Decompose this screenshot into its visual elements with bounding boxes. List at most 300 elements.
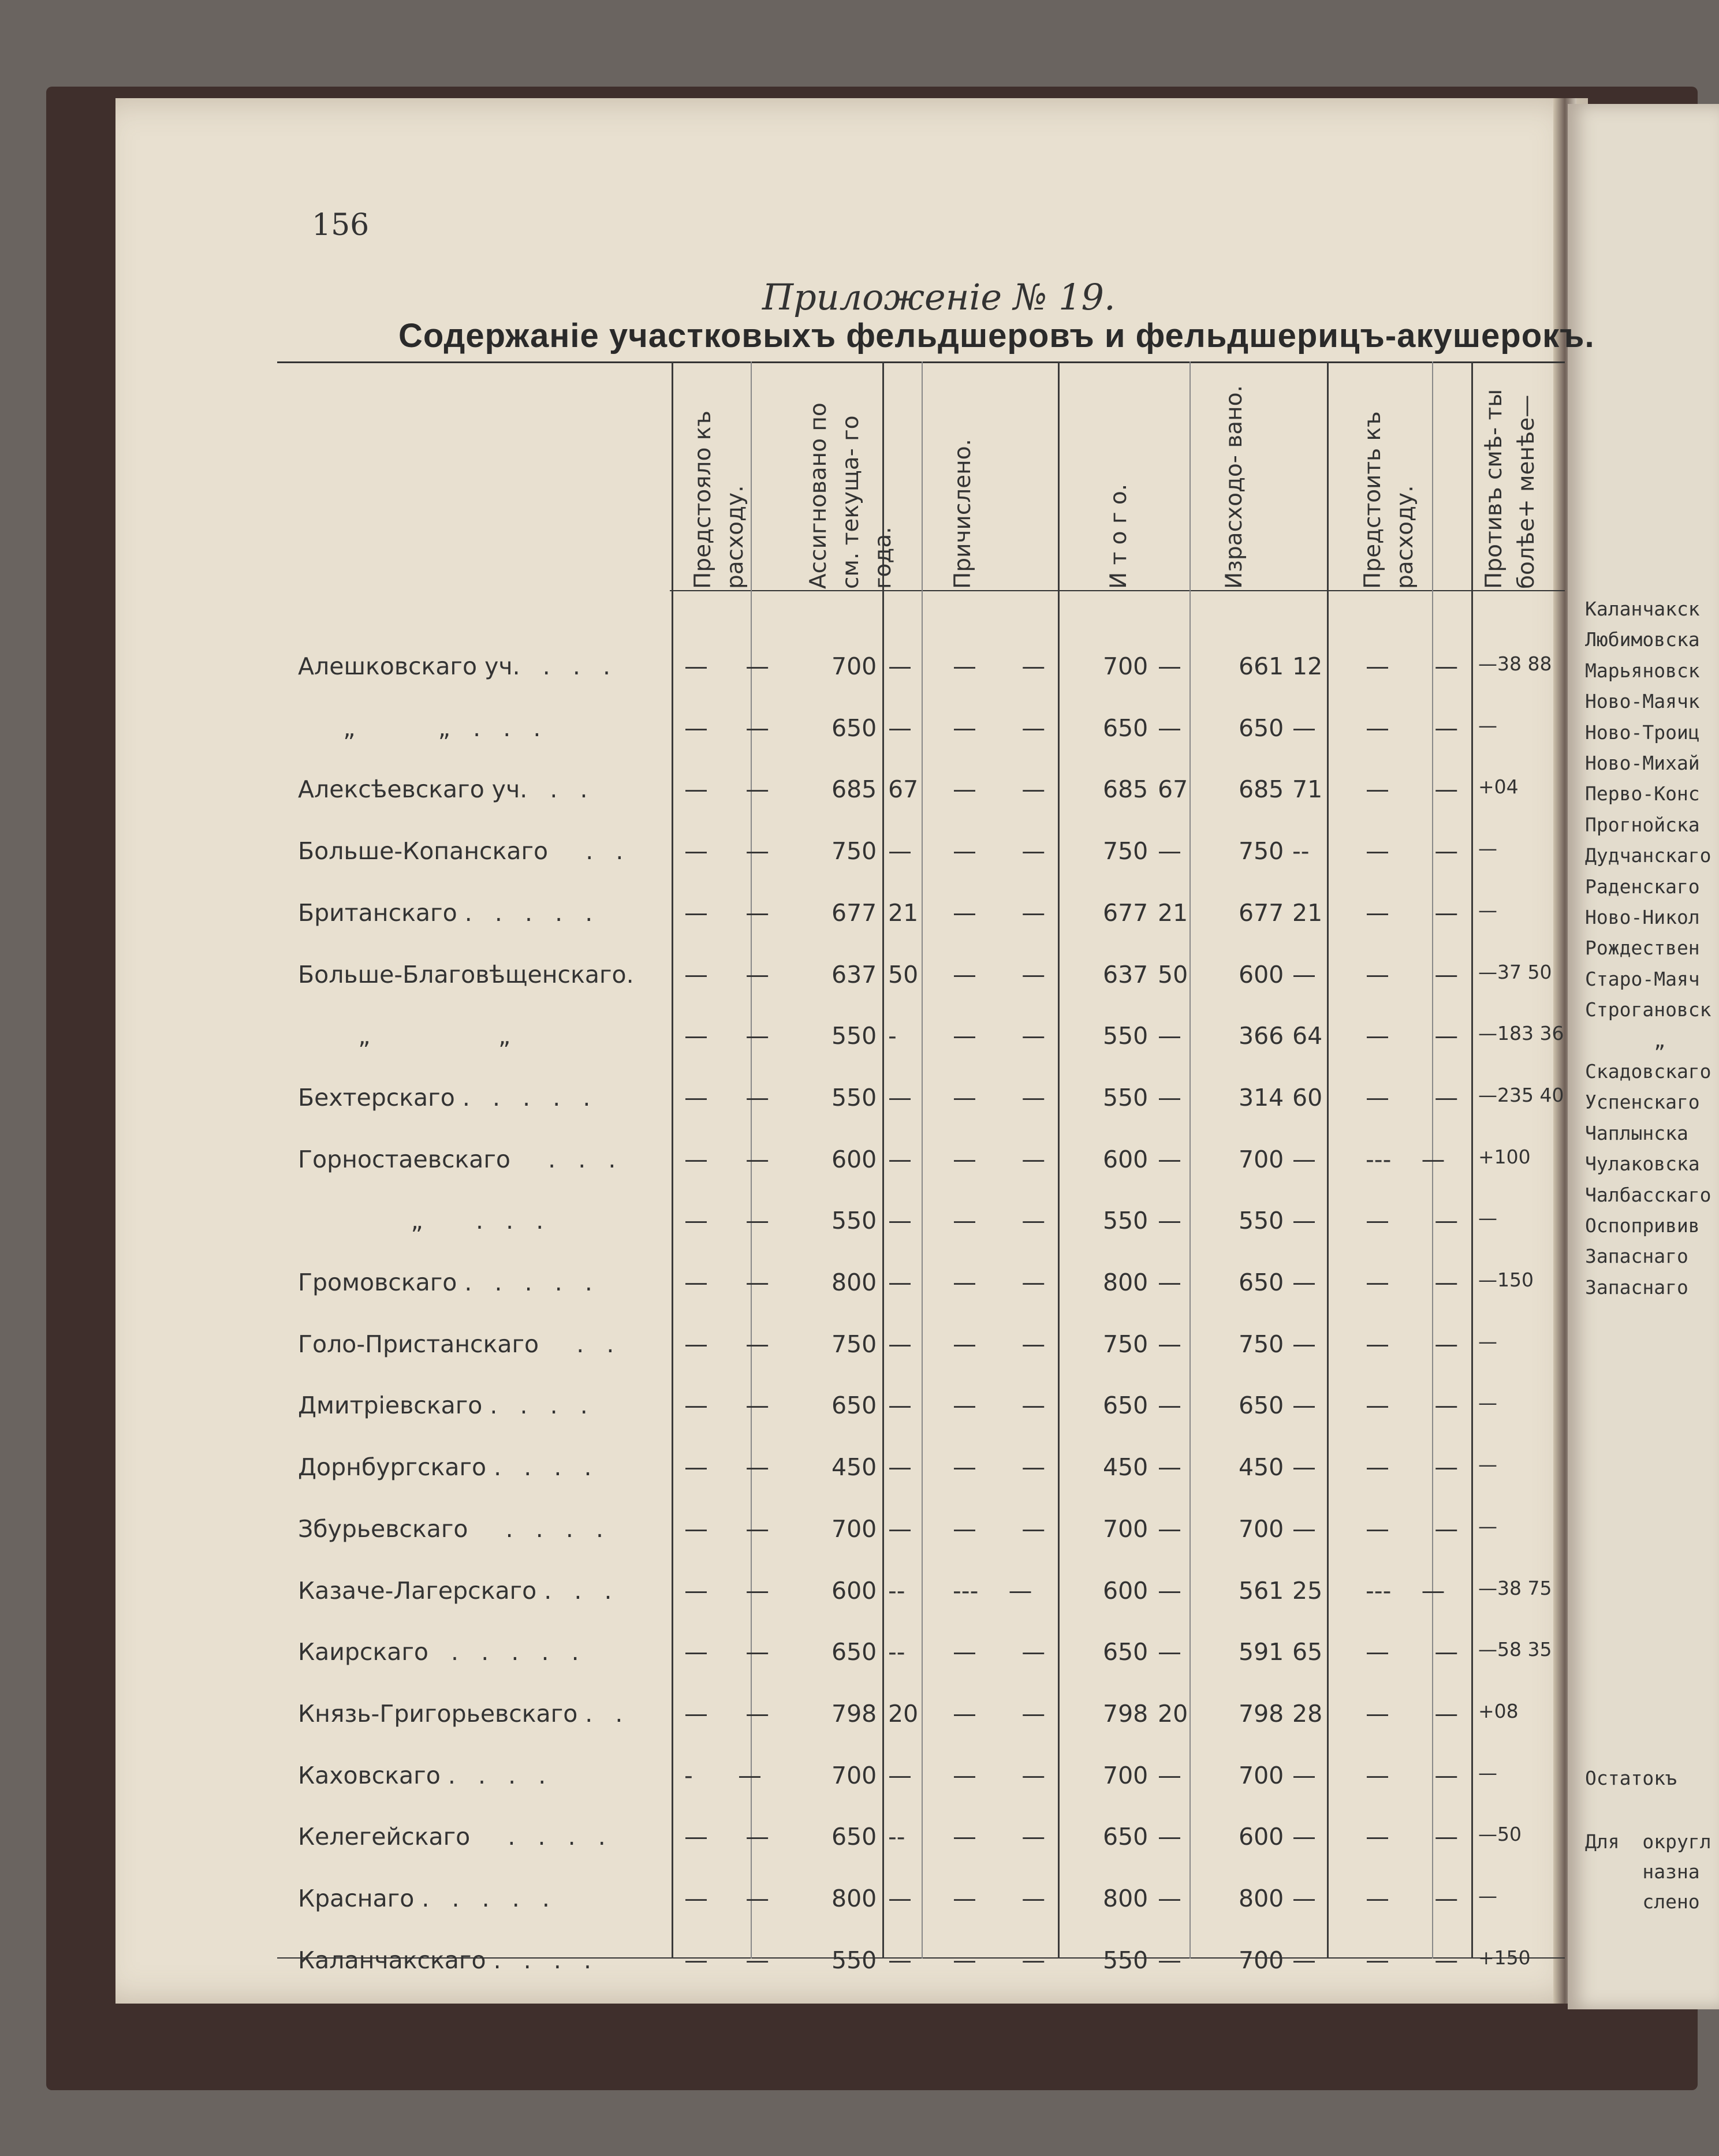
total-rubles: 600 xyxy=(1103,1146,1149,1173)
table-row xyxy=(0,1885,1559,1931)
assigned-kopecks: -- xyxy=(888,1823,905,1851)
right-page-note-line: назна xyxy=(1585,1860,1700,1883)
total-kopecks: — xyxy=(1158,1638,1181,1666)
assigned-kopecks: — xyxy=(888,1146,912,1173)
district-name: Каланчакскаго . . . . xyxy=(298,1946,591,1974)
total-rubles: 650 xyxy=(1103,1638,1149,1666)
assigned-rubles: 685 xyxy=(831,775,877,803)
budget-difference: +150 xyxy=(1478,1946,1531,1969)
added-value: — — xyxy=(953,1885,1046,1912)
total-kopecks: — xyxy=(1158,1330,1181,1358)
spent-kopecks: 25 xyxy=(1292,1577,1323,1605)
remaining-value: — — xyxy=(1366,1207,1459,1234)
planned-value: — — xyxy=(684,899,770,927)
spent-kopecks: — xyxy=(1292,1453,1316,1481)
right-page-item: Дудчанскаго xyxy=(1585,844,1711,867)
table-row xyxy=(0,775,1559,822)
right-page-item: Чаплынска xyxy=(1585,1122,1688,1144)
added-value: — — xyxy=(953,899,1046,927)
total-rubles: 685 xyxy=(1103,775,1149,803)
added-value: — — xyxy=(953,1084,1046,1111)
column-header: Ассигновано по см. текуща- го года. xyxy=(806,402,896,589)
planned-value: — — xyxy=(684,1207,770,1234)
table-row xyxy=(0,899,1559,945)
total-rubles: 750 xyxy=(1103,1330,1149,1358)
remaining-value: — — xyxy=(1366,961,1459,989)
assigned-rubles: 550 xyxy=(831,1022,877,1050)
planned-value: — — xyxy=(684,1515,770,1543)
assigned-kopecks: — xyxy=(888,1084,912,1111)
assigned-kopecks: — xyxy=(888,1885,912,1912)
planned-value: — — xyxy=(684,652,770,680)
remaining-value: --- — xyxy=(1366,1146,1445,1173)
right-page-item: „ xyxy=(1585,1029,1666,1052)
district-name: Британскаго . . . . . xyxy=(298,899,593,927)
added-value: — — xyxy=(953,1762,1046,1789)
total-rubles: 800 xyxy=(1103,1885,1149,1912)
right-page-item: Перво-Конс xyxy=(1585,782,1700,805)
spent-rubles: 750 xyxy=(1239,1330,1284,1358)
right-page-item: Ново-Троиц xyxy=(1585,721,1700,744)
spent-rubles: 550 xyxy=(1239,1207,1284,1234)
total-kopecks: — xyxy=(1158,1146,1181,1173)
total-kopecks: — xyxy=(1158,1885,1181,1912)
right-page-item: Запаснаго xyxy=(1585,1245,1688,1267)
district-name: Каирскаго . . . . . xyxy=(298,1638,579,1666)
added-value: — — xyxy=(953,1330,1046,1358)
table-row xyxy=(0,1946,1559,1993)
added-value: — — xyxy=(953,1207,1046,1234)
district-name: Алексѣевскаго уч. . . xyxy=(298,775,588,803)
table-row xyxy=(0,1762,1559,1808)
remaining-value: — — xyxy=(1366,714,1459,742)
spent-kopecks: 60 xyxy=(1292,1084,1323,1111)
table-row xyxy=(0,1207,1559,1253)
budget-difference: —37 50 xyxy=(1478,961,1552,983)
added-value: — — xyxy=(953,837,1046,865)
spent-rubles: 600 xyxy=(1239,961,1284,989)
total-rubles: 700 xyxy=(1103,1515,1149,1543)
district-name: Больше-Копанскаго . . xyxy=(298,837,624,865)
spent-kopecks: — xyxy=(1292,1392,1316,1419)
assigned-kopecks: -- xyxy=(888,1577,905,1605)
rule-under-header xyxy=(670,590,1565,591)
budget-difference: — xyxy=(1478,1885,1497,1907)
spent-kopecks: — xyxy=(1292,1269,1316,1296)
total-rubles: 677 xyxy=(1103,899,1149,927)
total-kopecks: — xyxy=(1158,1207,1181,1234)
spent-kopecks: -- xyxy=(1292,837,1310,865)
total-kopecks: — xyxy=(1158,1453,1181,1481)
spent-rubles: 314 xyxy=(1239,1084,1284,1111)
planned-value: — — xyxy=(684,1885,770,1912)
planned-value: — — xyxy=(684,714,770,742)
assigned-rubles: 677 xyxy=(831,899,877,927)
assigned-rubles: 700 xyxy=(831,652,877,680)
district-name: Бехтерскаго . . . . . xyxy=(298,1084,591,1111)
right-page-item: Прогнойска xyxy=(1585,814,1700,836)
added-value: — — xyxy=(953,1146,1046,1173)
right-page-item: Любимовска xyxy=(1585,628,1700,651)
column-header: Предстоить къ расходу. xyxy=(1360,411,1418,589)
budget-difference: +08 xyxy=(1478,1700,1519,1722)
spent-rubles: 800 xyxy=(1239,1885,1284,1912)
added-value: --- — xyxy=(953,1577,1032,1605)
planned-value: — — xyxy=(684,1269,770,1296)
right-page-item: Ново-Никол xyxy=(1585,906,1700,928)
column-header: Израсходо- вано. xyxy=(1221,385,1247,589)
assigned-kopecks: — xyxy=(888,1330,912,1358)
table-row xyxy=(0,1700,1559,1746)
assigned-rubles: 650 xyxy=(831,1823,877,1851)
planned-value: — — xyxy=(684,1146,770,1173)
assigned-rubles: 750 xyxy=(831,837,877,865)
added-value: — — xyxy=(953,775,1046,803)
total-kopecks: — xyxy=(1158,652,1181,680)
spent-rubles: 450 xyxy=(1239,1453,1284,1481)
column-header: Противъ смѣ- ты болѣе+ менѣе— xyxy=(1481,389,1539,589)
table-row xyxy=(0,1392,1559,1438)
right-page-item: Строгановск xyxy=(1585,998,1711,1021)
total-rubles: 550 xyxy=(1103,1946,1149,1974)
spent-kopecks: — xyxy=(1292,1946,1316,1974)
spent-kopecks: — xyxy=(1292,1762,1316,1789)
total-kopecks: — xyxy=(1158,837,1181,865)
remaining-value: — — xyxy=(1366,1885,1459,1912)
remaining-value: — — xyxy=(1366,1453,1459,1481)
assigned-rubles: 700 xyxy=(831,1762,877,1789)
total-kopecks: — xyxy=(1158,714,1181,742)
planned-value: — — xyxy=(684,1638,770,1666)
right-page-note-line: слено xyxy=(1585,1890,1700,1913)
column-header: И т о г о. xyxy=(1106,483,1132,589)
spent-rubles: 700 xyxy=(1239,1946,1284,1974)
spent-rubles: 685 xyxy=(1239,775,1284,803)
planned-value: — — xyxy=(684,1392,770,1419)
planned-value: — — xyxy=(684,775,770,803)
spent-rubles: 366 xyxy=(1239,1022,1284,1050)
assigned-kopecks: -- xyxy=(888,1638,905,1666)
table-row xyxy=(0,1022,1564,1068)
spent-rubles: 650 xyxy=(1239,1392,1284,1419)
page-number: 156 xyxy=(312,208,370,243)
budget-difference: —150 xyxy=(1478,1269,1534,1291)
spent-rubles: 677 xyxy=(1239,899,1284,927)
assigned-rubles: 600 xyxy=(831,1577,877,1605)
total-kopecks: 21 xyxy=(1158,899,1188,927)
remaining-value: — — xyxy=(1366,1392,1459,1419)
spent-kopecks: 71 xyxy=(1292,775,1323,803)
assigned-rubles: 550 xyxy=(831,1207,877,1234)
district-name: „ „ . . . xyxy=(298,714,541,742)
remaining-value: — — xyxy=(1366,1515,1459,1543)
assigned-kopecks: — xyxy=(888,714,912,742)
spent-rubles: 750 xyxy=(1239,837,1284,865)
right-page-item: Ново-Маячк xyxy=(1585,690,1700,713)
right-page-item: Запаснаго xyxy=(1585,1276,1688,1299)
remaining-value: — — xyxy=(1366,1700,1459,1728)
assigned-kopecks: — xyxy=(888,652,912,680)
total-kopecks: — xyxy=(1158,1515,1181,1543)
total-rubles: 550 xyxy=(1103,1022,1149,1050)
planned-value: — — xyxy=(684,1946,770,1974)
district-name: Дмитріевскаго . . . . xyxy=(298,1392,588,1419)
table-title: Содержаніе участковыхъ фельдшеровъ и фельдшерицъ-акушерокъ. xyxy=(398,317,1595,355)
spent-kopecks: 64 xyxy=(1292,1022,1323,1050)
total-rubles: 650 xyxy=(1103,1823,1149,1851)
added-value: — — xyxy=(953,1022,1046,1050)
assigned-rubles: 650 xyxy=(831,1392,877,1419)
remaining-value: --- — xyxy=(1366,1577,1445,1605)
total-rubles: 750 xyxy=(1103,837,1149,865)
planned-value: — — xyxy=(684,1084,770,1111)
right-page-item: Чулаковска xyxy=(1585,1152,1700,1175)
assigned-kopecks: — xyxy=(888,1453,912,1481)
assigned-rubles: 550 xyxy=(831,1946,877,1974)
right-page-item: Раденскаго xyxy=(1585,875,1700,898)
assigned-kopecks: — xyxy=(888,1392,912,1419)
budget-difference: — xyxy=(1478,1392,1497,1414)
spent-kopecks: — xyxy=(1292,1515,1316,1543)
budget-difference: — xyxy=(1478,1453,1497,1476)
right-page-item: Скадовскаго xyxy=(1585,1060,1711,1083)
budget-difference: — xyxy=(1478,1207,1497,1229)
assigned-kopecks: 50 xyxy=(888,961,919,989)
assigned-rubles: 800 xyxy=(831,1885,877,1912)
planned-value: — — xyxy=(684,1700,770,1728)
assigned-rubles: 600 xyxy=(831,1146,877,1173)
budget-difference: — xyxy=(1478,1515,1497,1538)
spent-kopecks: — xyxy=(1292,1823,1316,1851)
total-kopecks: — xyxy=(1158,1946,1181,1974)
remaining-value: — — xyxy=(1366,1946,1459,1974)
remaining-value: — — xyxy=(1366,652,1459,680)
added-value: — — xyxy=(953,1946,1046,1974)
budget-difference: +100 xyxy=(1478,1146,1531,1168)
table-row xyxy=(0,1330,1559,1377)
spent-rubles: 661 xyxy=(1239,652,1284,680)
spent-kopecks: 21 xyxy=(1292,899,1323,927)
total-rubles: 650 xyxy=(1103,1392,1149,1419)
district-name: Дорнбургскаго . . . . xyxy=(298,1453,592,1481)
table-row xyxy=(0,1453,1559,1499)
assigned-kopecks: — xyxy=(888,1946,912,1974)
total-kopecks: — xyxy=(1158,1823,1181,1851)
budget-difference: —38 88 xyxy=(1478,652,1552,675)
planned-value: — — xyxy=(684,1577,770,1605)
right-page-item: Марьяновск xyxy=(1585,659,1700,682)
total-kopecks: — xyxy=(1158,1022,1181,1050)
added-value: — — xyxy=(953,652,1046,680)
assigned-kopecks: 67 xyxy=(888,775,919,803)
total-kopecks: — xyxy=(1158,1577,1181,1605)
assigned-kopecks: — xyxy=(888,1207,912,1234)
spent-kopecks: — xyxy=(1292,1885,1316,1912)
right-page-item: Ново-Михай xyxy=(1585,752,1700,774)
spent-kopecks: 65 xyxy=(1292,1638,1323,1666)
right-page xyxy=(1568,104,1719,2009)
assigned-rubles: 750 xyxy=(831,1330,877,1358)
district-name: Князь-Григорьевскаго . . xyxy=(298,1700,623,1728)
total-rubles: 798 xyxy=(1103,1700,1149,1728)
assigned-rubles: 798 xyxy=(831,1700,877,1728)
table-row xyxy=(0,961,1559,1007)
assigned-rubles: 450 xyxy=(831,1453,877,1481)
table-row xyxy=(0,714,1559,760)
added-value: — — xyxy=(953,1269,1046,1296)
spent-kopecks: — xyxy=(1292,1146,1316,1173)
assigned-kopecks: — xyxy=(888,1762,912,1789)
total-kopecks: 67 xyxy=(1158,775,1188,803)
planned-value: — — xyxy=(684,1330,770,1358)
budget-difference: +04 xyxy=(1478,775,1519,798)
spent-kopecks: — xyxy=(1292,714,1316,742)
remaining-value: — — xyxy=(1366,1084,1459,1111)
table-row xyxy=(0,1084,1564,1130)
district-name: Горностаевскаго . . . xyxy=(298,1146,616,1173)
assigned-kopecks: — xyxy=(888,837,912,865)
column-header: Причислено. xyxy=(950,439,976,589)
spent-rubles: 650 xyxy=(1239,1269,1284,1296)
spent-rubles: 798 xyxy=(1239,1700,1284,1728)
remaining-value: — — xyxy=(1366,1330,1459,1358)
spent-rubles: 700 xyxy=(1239,1762,1284,1789)
assigned-rubles: 700 xyxy=(831,1515,877,1543)
right-page-note-line: Для округл xyxy=(1585,1830,1711,1853)
total-kopecks: 50 xyxy=(1158,961,1188,989)
table-row xyxy=(0,1146,1559,1192)
assigned-rubles: 550 xyxy=(831,1084,877,1111)
spent-kopecks: 12 xyxy=(1292,652,1323,680)
district-name: Келегейскаго . . . . xyxy=(298,1823,606,1851)
district-name: Збурьевскаго . . . . xyxy=(298,1515,604,1543)
right-page-item: Оспопривив xyxy=(1585,1214,1700,1237)
budget-difference: — xyxy=(1478,1330,1497,1353)
assigned-kopecks: - xyxy=(888,1022,897,1050)
assigned-rubles: 800 xyxy=(831,1269,877,1296)
remaining-value: — — xyxy=(1366,837,1459,865)
district-name: Алешковскаго уч. . . . xyxy=(298,652,611,680)
table-row xyxy=(0,1269,1559,1315)
right-page-item: Успенскаго xyxy=(1585,1091,1700,1113)
total-rubles: 650 xyxy=(1103,714,1149,742)
table-row xyxy=(0,1515,1559,1561)
remaining-value: — — xyxy=(1366,775,1459,803)
spent-rubles: 591 xyxy=(1239,1638,1284,1666)
assigned-rubles: 650 xyxy=(831,1638,877,1666)
remaining-value: — — xyxy=(1366,1823,1459,1851)
district-name: Голо-Пристанскаго . . xyxy=(298,1330,614,1358)
planned-value: - — xyxy=(684,1762,762,1789)
table-row xyxy=(0,1638,1559,1684)
planned-value: — — xyxy=(684,1823,770,1851)
column-header: Предстояло къ расходу. xyxy=(690,411,748,589)
planned-value: — — xyxy=(684,1453,770,1481)
budget-difference: — xyxy=(1478,899,1497,922)
district-name: Больше-Благовѣщенскаго. xyxy=(298,961,634,989)
right-page-item: Рождествен xyxy=(1585,937,1700,959)
district-name: Каховскаго . . . . xyxy=(298,1762,546,1789)
budget-difference: — xyxy=(1478,1762,1497,1784)
district-name: Громовскаго . . . . . xyxy=(298,1269,592,1296)
assigned-kopecks: — xyxy=(888,1269,912,1296)
right-page-item: Каланчакск xyxy=(1585,598,1700,620)
table-row xyxy=(0,837,1559,883)
assigned-rubles: 637 xyxy=(831,961,877,989)
total-kopecks: — xyxy=(1158,1392,1181,1419)
added-value: — — xyxy=(953,1638,1046,1666)
budget-difference: — xyxy=(1478,714,1497,737)
district-name: „ „ xyxy=(298,1022,511,1050)
district-name: Краснаго . . . . . xyxy=(298,1885,550,1912)
budget-difference: — xyxy=(1478,837,1497,860)
appendix-title: Приложеніе № 19. xyxy=(762,276,1116,318)
budget-difference: —38 75 xyxy=(1478,1577,1552,1599)
table-row xyxy=(0,1823,1559,1869)
district-name: Казаче-Лагерскаго . . . xyxy=(298,1577,612,1605)
total-rubles: 637 xyxy=(1103,961,1149,989)
table-row xyxy=(0,652,1559,699)
total-kopecks: — xyxy=(1158,1762,1181,1789)
right-page-item: Старо-Маяч xyxy=(1585,968,1700,990)
total-rubles: 700 xyxy=(1103,652,1149,680)
spent-rubles: 600 xyxy=(1239,1823,1284,1851)
added-value: — — xyxy=(953,1392,1046,1419)
total-kopecks: — xyxy=(1158,1269,1181,1296)
district-name: „ . . . xyxy=(298,1207,544,1234)
assigned-kopecks: — xyxy=(888,1515,912,1543)
spent-rubles: 650 xyxy=(1239,714,1284,742)
total-rubles: 700 xyxy=(1103,1762,1149,1789)
spent-rubles: 700 xyxy=(1239,1515,1284,1543)
assigned-kopecks: 20 xyxy=(888,1700,919,1728)
remaining-value: — — xyxy=(1366,1269,1459,1296)
added-value: — — xyxy=(953,1453,1046,1481)
budget-difference: —58 35 xyxy=(1478,1638,1552,1661)
total-rubles: 800 xyxy=(1103,1269,1149,1296)
spent-kopecks: 28 xyxy=(1292,1700,1323,1728)
planned-value: — — xyxy=(684,961,770,989)
planned-value: — — xyxy=(684,837,770,865)
right-page-remainder: Остатокъ xyxy=(1585,1767,1677,1789)
total-rubles: 550 xyxy=(1103,1084,1149,1111)
budget-difference: —183 36 xyxy=(1478,1022,1564,1045)
spent-rubles: 700 xyxy=(1239,1146,1284,1173)
total-kopecks: 20 xyxy=(1158,1700,1188,1728)
added-value: — — xyxy=(953,961,1046,989)
assigned-kopecks: 21 xyxy=(888,899,919,927)
added-value: — — xyxy=(953,1515,1046,1543)
budget-difference: —235 40 xyxy=(1478,1084,1564,1106)
spent-kopecks: — xyxy=(1292,1207,1316,1234)
added-value: — — xyxy=(953,1700,1046,1728)
total-kopecks: — xyxy=(1158,1084,1181,1111)
remaining-value: — — xyxy=(1366,899,1459,927)
total-rubles: 550 xyxy=(1103,1207,1149,1234)
spent-kopecks: — xyxy=(1292,961,1316,989)
rule-top xyxy=(277,361,1565,363)
assigned-rubles: 650 xyxy=(831,714,877,742)
spent-rubles: 561 xyxy=(1239,1577,1284,1605)
table-row xyxy=(0,1577,1559,1623)
budget-difference: —50 xyxy=(1478,1823,1522,1845)
remaining-value: — — xyxy=(1366,1022,1459,1050)
total-rubles: 450 xyxy=(1103,1453,1149,1481)
spent-kopecks: — xyxy=(1292,1330,1316,1358)
added-value: — — xyxy=(953,714,1046,742)
right-page-item: Чалбасскаго xyxy=(1585,1184,1711,1206)
remaining-value: — — xyxy=(1366,1762,1459,1789)
